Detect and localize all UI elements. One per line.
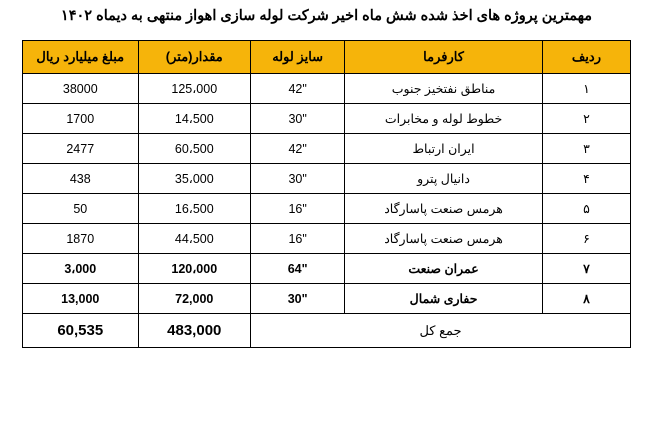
table-row [23,224,631,254]
cell-row-no: ۳ [542,134,630,164]
cell-employer: هرمس صنعت پاسارگاد [345,194,543,224]
cell-employer: خطوط لوله و مخابرات [345,104,543,134]
cell-row-no: ۷ [542,254,630,284]
cell-employer: دانیال پترو [345,164,543,194]
cell-amount: 2477 [23,134,139,164]
cell-quantity: 72,000 [138,284,250,314]
column-header-pipe-size: سایز لوله [251,41,345,74]
table-row [23,74,631,104]
cell-pipe-size: 30" [251,284,345,314]
cell-row-no: ۶ [542,224,630,254]
cell-amount: 13,000 [23,284,139,314]
column-header-quantity: مقدار(متر) [138,41,250,74]
table-header-row [23,41,631,74]
table-row [23,254,631,284]
table-row [23,104,631,134]
cell-employer: هرمس صنعت پاسارگاد [345,224,543,254]
cell-amount: 3،000 [23,254,139,284]
table-header [23,41,631,74]
page-title: مهمترین پروژه های اخذ شده شش ماه اخیر شرکت لوله سازی اهواز منتهی به دیماه ۱۴۰۲ [60,8,593,24]
total-label: جمع کل [251,314,631,348]
cell-amount: 50 [23,194,139,224]
cell-pipe-size: 64" [251,254,345,284]
cell-amount: 1870 [23,224,139,254]
cell-pipe-size: 16" [251,194,345,224]
cell-amount: 1700 [23,104,139,134]
projects-table [22,40,631,348]
table-body [23,74,631,348]
cell-quantity: 35،000 [138,164,250,194]
cell-quantity: 60،500 [138,134,250,164]
table-total-row [23,314,631,348]
table-row [23,134,631,164]
cell-quantity: 16،500 [138,194,250,224]
cell-row-no: ۴ [542,164,630,194]
column-header-row-no: ردیف [542,41,630,74]
cell-amount: 38000 [23,74,139,104]
total-amount: 60,535 [23,314,139,348]
column-header-amount: مبلغ میلیارد ریال [23,41,139,74]
cell-pipe-size: 16" [251,224,345,254]
cell-employer: عمران صنعت [345,254,543,284]
cell-employer: ایران ارتباط [345,134,543,164]
table-row [23,284,631,314]
cell-row-no: ۵ [542,194,630,224]
cell-row-no: ۸ [542,284,630,314]
cell-pipe-size: 30" [251,104,345,134]
cell-quantity: 14،500 [138,104,250,134]
cell-quantity: 44،500 [138,224,250,254]
column-header-employer: کارفرما [345,41,543,74]
cell-employer: حفاری شمال [345,284,543,314]
total-quantity: 483,000 [138,314,250,348]
cell-pipe-size: 42" [251,74,345,104]
cell-amount: 438 [23,164,139,194]
cell-row-no: ۱ [542,74,630,104]
cell-quantity: 120،000 [138,254,250,284]
cell-row-no: ۲ [542,104,630,134]
cell-pipe-size: 30" [251,164,345,194]
projects-table-container [22,40,631,348]
table-row [23,164,631,194]
table-row [23,194,631,224]
cell-pipe-size: 42" [251,134,345,164]
cell-quantity: 125،000 [138,74,250,104]
cell-employer: مناطق نفتخیز جنوب [345,74,543,104]
